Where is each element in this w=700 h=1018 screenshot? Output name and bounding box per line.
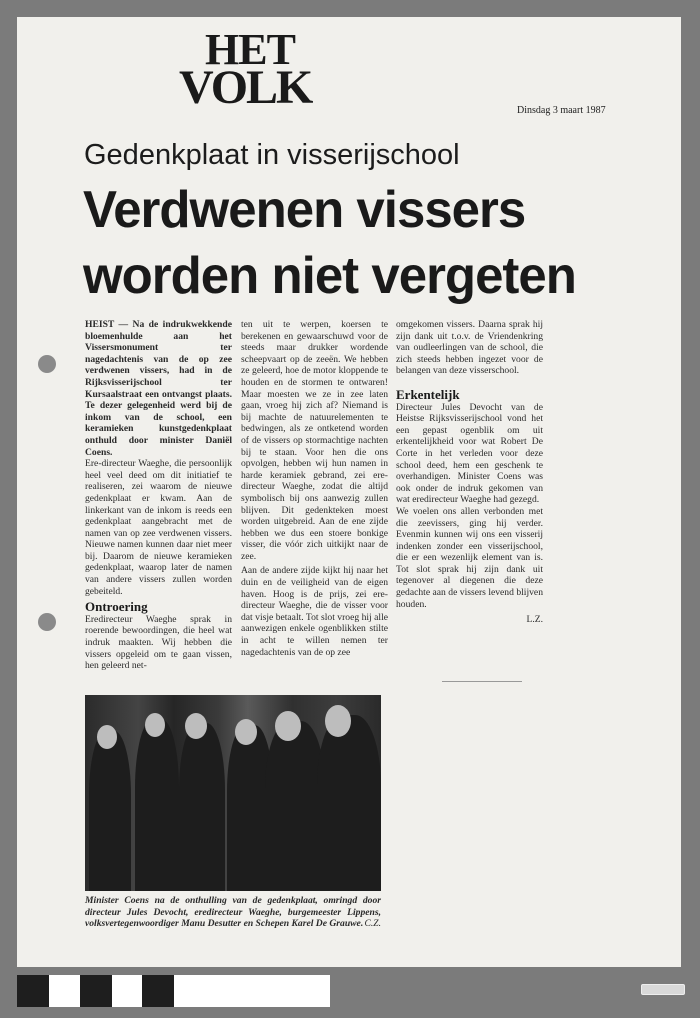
person-head	[235, 719, 257, 745]
person-figure	[179, 723, 225, 891]
lead-paragraph: HEIST — Na de indrukwekkende bloemenhulde aan het Vissersmonument ter nagedachtenis van de op zee verdwenen vissers, had in de Rijksvisserijschool ter Kursaalstraat een ontvangst plaats. Te dezer gelegenheid werd bij de inkom van de school, een keramieken kunstgedenkplaat onthuld door minister Daniël Coens.	[85, 319, 232, 458]
punch-hole	[38, 613, 56, 631]
person-head	[145, 713, 165, 737]
calibration-block-black	[142, 975, 174, 1007]
person-head	[325, 705, 351, 737]
headline	[83, 177, 576, 309]
masthead-logo	[179, 25, 312, 115]
paragraph: We voelen ons allen verbonden met die zeevissers, ging hij verder. Evenmin kunnen wij ons een visserij indenken zonder een visserijschool, die er een wezenlijk element van is. Tot slot sprak hij zijn dank uit tegenover al diegenen die deze gedachte aan de vissers levend blijven houden.	[396, 505, 543, 610]
headline-line2: worden niet vergeten	[83, 247, 576, 305]
paragraph: Aan de andere zijde kijkt hij naar het duin en de veiligheid van de eigen haven. Hoog is de prijs, zei ere-directeur Waeghe, die de visser voor dat visje betaalt. Tot slot vroeg hij alle aanwezigen enkele ogenblikken stilte in acht te willen nemen ter nagedachtenis van de op zee	[241, 565, 388, 658]
end-rule	[442, 681, 522, 682]
archive-label-tag	[641, 984, 685, 995]
subheading-ontroering: Ontroering	[85, 599, 148, 615]
punch-hole	[38, 355, 56, 373]
paragraph: Ere-directeur Waeghe, die persoonlijk heel veel deed om dit initiatief te realiseren, zei waarom de nieuwe gedenkplaat er kwam. Aan de linkerkant van de inkom is reeds een gedenkplaat aangebracht met de namen van op zee verdwenen vissers. Nieuwe namen kunnen daar niet meer bij. Daarom de nieuwe keramieken gedenkplaat, waarop later de namen van andere vissers zullen worden gebeiteld.	[85, 458, 232, 597]
paragraph: Eredirecteur Waeghe sprak in roerende bewoordingen, die heel wat indruk maakten. Wij hebben die vissers opgeleid om te gaan vissen, hen geleerd net-	[85, 613, 232, 672]
masthead-line2: VOLK	[179, 61, 312, 115]
caption-text: Minister Coens na de onthulling van de gedenkplaat, omringd door directeur Jules Devocht, eredirecteur Waeghe, burgemeester Lippens, volksvertegenwoordiger Manu Desutter en Schepen Karel De Grauwe.	[85, 895, 381, 929]
kicker: Gedenkplaat in visserijschool	[84, 139, 460, 171]
masthead-line1: HET	[205, 25, 295, 74]
author-signature: L.Z.	[526, 614, 543, 626]
calibration-block-white	[112, 975, 142, 1007]
calibration-block-black	[80, 975, 112, 1007]
calibration-block-black	[17, 975, 49, 1007]
publication-date: Dinsdag 3 maart 1987	[517, 105, 606, 116]
photo-credit: C.Z.	[364, 918, 381, 929]
newspaper-clipping	[17, 17, 681, 967]
headline-line1: Verdwenen vissers	[83, 181, 526, 239]
calibration-block-white	[174, 975, 330, 1007]
article-column-3	[396, 319, 543, 626]
subheading-erkentelijk: Erkentelijk	[396, 386, 460, 402]
person-figure	[89, 731, 131, 891]
paragraph: ten uit te werpen, koersen te berekenen en gewaarschuwd voor de steeds maar drukker wordende scheepvaart op de zeeën. We hebben ze geleerd, hoe de motor kloppende te houden en de stormen te ontwaren! Maar moesten we ze in zee laten gaan, vroeg hij zich af? Niemand is bij machte de natuurelementen te bedwingen, als ze ontketend worden of de vissers op stormachtige nachten bij te staan. Voor hen die ons opvolgen, hebben wij hun namen in harde keramiek gebrand, zei ere-directeur Waeghe, zodat die altijd symbolisch bij ons aanwezig zullen blijven. Dit gedenkteken moest worden uitgebreid. Aan de ene zijde hebben we dus een stoere bonkige visser, die vóór zich uitkijkt naar de zee.	[241, 319, 388, 562]
paragraph: Directeur Jules Devocht van de Heistse Rijksvisserijschool vond het een gepast ogenblik om uit erkentelijkheid voor wat Robert De Corte in het verleden voor deze school deed, hem een geschenk te overhandigen. Minister Coens was ook onder de indruk gekomen van wat eredirecteur Waeghe had gezegd.	[396, 401, 543, 506]
article-column-2	[241, 319, 388, 658]
calibration-strip	[17, 975, 330, 1007]
person-figure	[135, 719, 179, 891]
paragraph: omgekomen vissers. Daarna sprak hij zijn dank uit t.o.v. de Vriendenkring van oudleerlingen van de school, die zich steeds hebben ingezet voor de belangen van deze visserschool.	[396, 319, 543, 377]
article-column-1	[85, 319, 232, 672]
person-head	[97, 725, 117, 749]
group-photo	[85, 695, 381, 891]
person-head	[185, 713, 207, 739]
photo-caption	[85, 895, 381, 930]
person-head	[275, 711, 301, 741]
person-figure	[317, 715, 381, 891]
calibration-block-white	[49, 975, 80, 1007]
person-figure	[265, 721, 325, 891]
